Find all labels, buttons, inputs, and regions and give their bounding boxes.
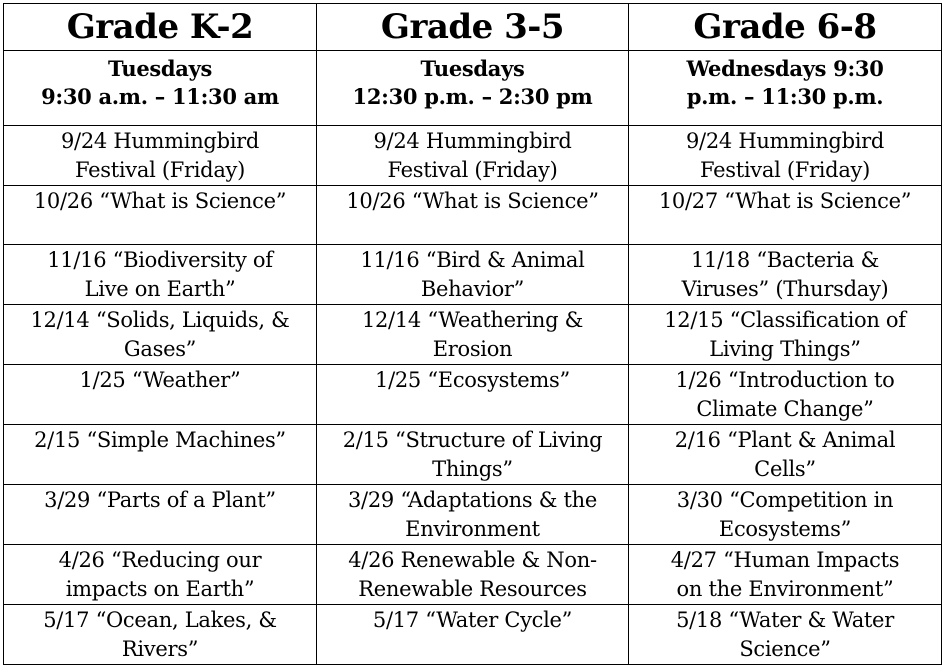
event-text-line: Cells”: [754, 457, 816, 481]
grade-k2-event-cell: [4, 365, 317, 425]
event-text-line: 1/26 “Introduction to: [675, 368, 895, 392]
event-text-line: 4/26 “Reducing our: [58, 548, 262, 572]
event-text-line: 1/25 “Weather”: [79, 368, 241, 392]
grade-3-5-schedule: [317, 51, 629, 126]
grade-k2-event-cell: [4, 245, 317, 305]
grade-k2-header: Grade K-2: [4, 4, 317, 51]
event-text-line: 9/24 Hummingbird: [373, 129, 572, 153]
event-text-line: 9/24 Hummingbird: [60, 129, 260, 153]
grade-3-5-event-cell: [317, 245, 629, 305]
grade-3-5-header: Grade 3-5: [317, 4, 629, 51]
grade-6-8-event-cell: [629, 245, 942, 305]
event-rows: [4, 126, 942, 665]
grade-3-5-event-cell: [317, 605, 629, 665]
grade-6-8-event-cell: [629, 305, 942, 365]
grade-k2-event-cell: [4, 305, 317, 365]
grade-k2-schedule: [4, 51, 317, 126]
event-text-line: Things”: [432, 457, 513, 481]
event-text-line: Renewable Resources: [358, 577, 587, 601]
schedule-day: Wednesdays 9:30: [686, 56, 884, 81]
grade-3-5-event-cell: [317, 485, 629, 545]
event-text-line: 12/14 “Weathering &: [361, 308, 584, 332]
event-text-line: Festival (Friday): [387, 158, 558, 182]
event-text-line: 10/27 “What is Science”: [658, 189, 912, 213]
event-text-line: 12/15 “Classification of: [664, 308, 906, 332]
grade-k2-event-cell: [4, 126, 317, 186]
event-text-line: 9/24 Hummingbird: [685, 129, 885, 153]
event-text-line: impacts on Earth”: [65, 577, 255, 601]
grade-k2-event-cell: [4, 605, 317, 665]
event-text-line: Living Things”: [709, 337, 861, 361]
science-schedule-table: [3, 3, 942, 665]
event-text-line: 3/30 “Competition in: [676, 488, 894, 512]
table-row: [4, 605, 942, 665]
event-text-line: 11/18 “Bacteria &: [690, 248, 880, 272]
grade-header-row: [4, 4, 942, 51]
schedule-day: Tuesdays: [420, 56, 525, 81]
grade-k2-event-cell: [4, 425, 317, 485]
event-text-line: Ecosystems”: [718, 517, 852, 541]
schedule-time: 9:30 a.m. – 11:30 am: [41, 84, 279, 109]
event-text-line: 5/17 “Ocean, Lakes, &: [43, 608, 277, 632]
event-text-line: Gases”: [123, 337, 197, 361]
event-text-line: 1/25 “Ecosystems”: [375, 368, 570, 392]
event-text-line: 3/29 “Parts of a Plant”: [44, 488, 276, 512]
schedule-time: 12:30 p.m. – 2:30 pm: [352, 84, 593, 109]
event-text-line: 2/15 “Simple Machines”: [34, 428, 286, 452]
grade-3-5-event-cell: [317, 305, 629, 365]
grade-6-8-schedule: [629, 51, 942, 126]
grade-6-8-event-cell: [629, 605, 942, 665]
grade-6-8-event-cell: [629, 485, 942, 545]
event-text-line: 5/17 “Water Cycle”: [372, 608, 573, 632]
event-text-line: Festival (Friday): [75, 158, 245, 182]
event-text-line: 11/16 “Bird & Animal: [360, 248, 585, 272]
event-text-line: Climate Change”: [696, 397, 874, 421]
table-row: [4, 425, 942, 485]
grade-3-5-event-cell: [317, 186, 629, 245]
grade-3-5-event-cell: [317, 425, 629, 485]
event-text-line: Festival (Friday): [700, 158, 870, 182]
event-text-line: 10/26 “What is Science”: [346, 189, 599, 213]
grade-6-8-event-cell: [629, 126, 942, 186]
event-text-line: Erosion: [432, 337, 513, 361]
grade-6-8-event-cell: [629, 365, 942, 425]
grade-k2-event-cell: [4, 545, 317, 605]
grade-6-8-event-cell: [629, 545, 942, 605]
table-row: [4, 186, 942, 245]
grade-6-8-event-cell: [629, 425, 942, 485]
schedule-time-row: [4, 51, 942, 126]
event-text-line: 4/27 “Human Impacts: [670, 548, 900, 572]
event-text-line: Science”: [739, 637, 831, 661]
grade-k2-event-cell: [4, 186, 317, 245]
schedule-day: Tuesdays: [107, 56, 213, 81]
event-text-line: 3/29 “Adaptations & the: [347, 488, 598, 512]
event-text-line: 11/16 “Biodiversity of: [47, 248, 273, 272]
event-text-line: Environment: [405, 517, 540, 541]
event-text-line: 12/14 “Solids, Liquids, &: [30, 308, 290, 332]
table-row: [4, 485, 942, 545]
table-row: [4, 545, 942, 605]
table-row: [4, 126, 942, 186]
event-text-line: 2/15 “Structure of Living: [342, 428, 603, 452]
event-text-line: Rivers”: [121, 637, 199, 661]
grade-3-5-event-cell: [317, 545, 629, 605]
event-text-line: 5/18 “Water & Water: [676, 608, 894, 632]
grade-6-8-event-cell: [629, 186, 942, 245]
event-text-line: 4/26 Renewable & Non-: [348, 548, 597, 572]
table-row: [4, 245, 942, 305]
table-row: [4, 305, 942, 365]
grade-6-8-header: Grade 6-8: [629, 4, 942, 51]
event-text-line: Live on Earth”: [84, 277, 236, 301]
event-text-line: 2/16 “Plant & Animal: [674, 428, 896, 452]
grade-3-5-event-cell: [317, 365, 629, 425]
schedule-time: p.m. – 11:30 p.m.: [686, 84, 884, 109]
grade-k2-event-cell: [4, 485, 317, 545]
table-row: [4, 365, 942, 425]
event-text-line: 10/26 “What is Science”: [33, 189, 287, 213]
event-text-line: Viruses” (Thursday): [681, 277, 889, 301]
event-text-line: Behavior”: [420, 277, 525, 301]
event-text-line: on the Environment”: [676, 577, 894, 601]
grade-3-5-event-cell: [317, 126, 629, 186]
